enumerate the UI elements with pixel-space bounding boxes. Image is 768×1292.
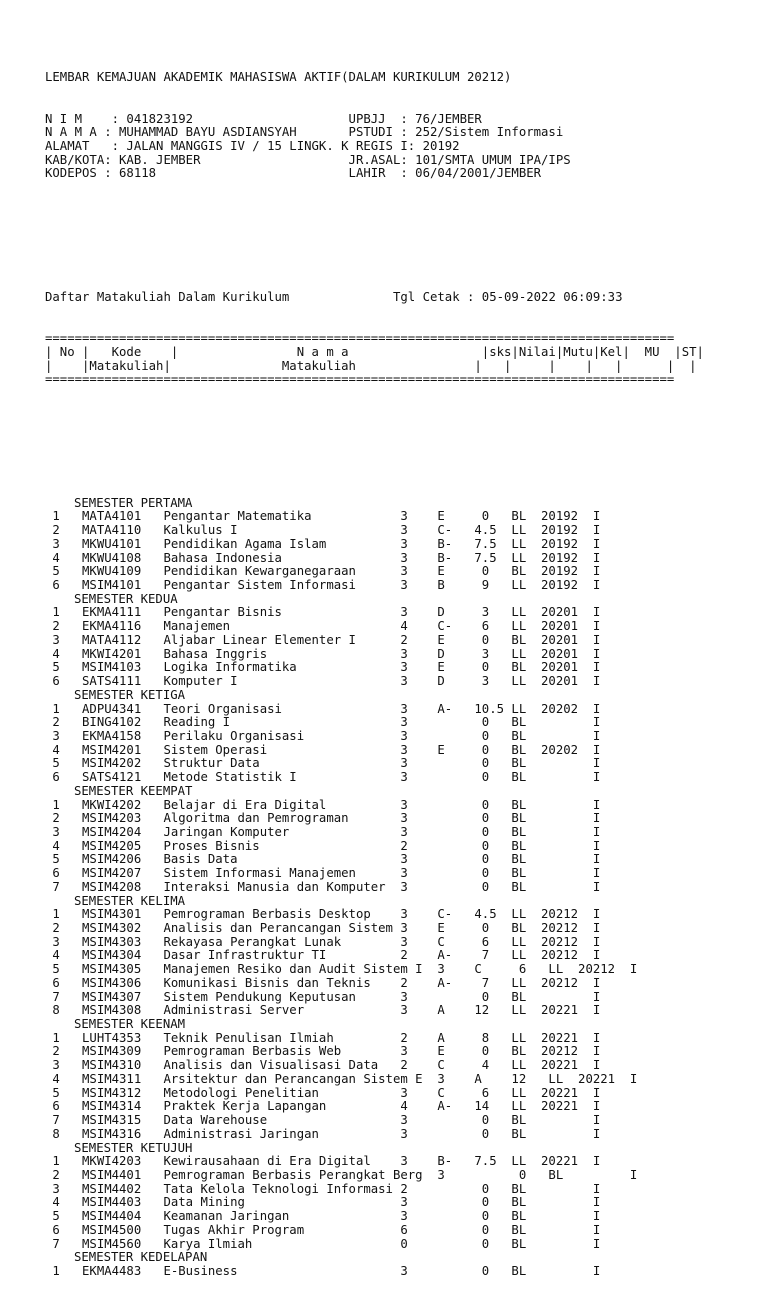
table-header — [45, 332, 765, 387]
course-row: 7 MSIM4315 Data Warehouse 3 0 BL I — [45, 1113, 601, 1128]
course-row: 5 MSIM4206 Basis Data 3 0 BL I — [45, 852, 601, 867]
course-row: 1 ADPU4341 Teori Organisasi 3 A- 10.5 LL 20202 I — [45, 701, 601, 716]
list-title-row — [45, 291, 765, 305]
course-row: 2 MSIM4401 Pemrograman Berbasis Perangkat Berg 3 0 BL I — [45, 1167, 638, 1182]
course-row: 4 MSIM4311 Arsitektur dan Perancangan Sistem E 3 A 12 LL 20221 I — [45, 1071, 638, 1086]
course-row: 3 MKWU4101 Pendidikan Agama Islam 3 B- 7.5 LL 20192 I — [45, 536, 601, 551]
spacer — [45, 250, 765, 264]
semester-heading: SEMESTER PERTAMA — [74, 495, 193, 510]
course-row: 6 MSIM4101 Pengantar Sistem Informasi 3 B 9 LL 20192 I — [45, 578, 601, 593]
student-info-line: N A M A : MUHAMMAD BAYU ASDIANSYAH PSTUDI : 252/Sistem Informasi — [45, 125, 564, 140]
course-row: 4 MKWU4108 Bahasa Indonesia 3 B- 7.5 LL 20192 I — [45, 550, 601, 565]
student-info-line: KODEPOS : 68118 LAHIR : 06/04/2001/JEMBER — [45, 166, 542, 181]
course-row: 2 EKMA4116 Manajemen 4 C- 6 LL 20201 I — [45, 619, 601, 634]
semester-heading: SEMESTER KETUJUH — [74, 1140, 193, 1155]
course-row: 6 MSIM4207 Sistem Informasi Manajemen 3 0 BL I — [45, 866, 601, 881]
course-row: 3 EKMA4158 Perilaku Organisasi 3 0 BL I — [45, 728, 601, 743]
student-info-line: KAB/KOTA: KAB. JEMBER JR.ASAL: 101/SMTA UMUM IPA/IPS — [45, 152, 571, 167]
semester-heading: SEMESTER KEDUA — [74, 591, 178, 606]
report-title: LEMBAR KEMAJUAN AKADEMIK MAHASISWA AKTIF(DALAM KURIKULUM 20212) — [45, 70, 512, 85]
student-info-line: N I M : 041823192 UPBJJ : 76/JEMBER — [45, 111, 482, 126]
course-row: 3 MSIM4204 Jaringan Komputer 3 0 BL I — [45, 824, 601, 839]
table-rule: ===================================================================================== — [45, 331, 675, 346]
course-row: 1 EKMA4111 Pengantar Bisnis 3 D 3 LL 20201 I — [45, 605, 601, 620]
course-row: 5 MKWU4109 Pendidikan Kewarganegaraan 3 E 0 BL 20192 I — [45, 564, 601, 579]
table-rule: ===================================================================================== — [45, 372, 675, 387]
course-row: 4 MSIM4205 Proses Bisnis 2 0 BL I — [45, 838, 601, 853]
spacer — [45, 456, 765, 470]
course-row: 3 MSIM4303 Rekayasa Perangkat Lunak 3 C 6 LL 20212 I — [45, 934, 601, 949]
course-row: 1 MKWI4202 Belajar di Era Digital 3 0 BL I — [45, 797, 601, 812]
semester-heading: SEMESTER KEDELAPAN — [74, 1250, 208, 1265]
course-row: 6 MSIM4314 Praktek Kerja Lapangan 4 A- 14 LL 20221 I — [45, 1099, 601, 1114]
course-row: 1 LUHT4353 Teknik Penulisan Ilmiah 2 A 8 LL 20221 I — [45, 1030, 601, 1045]
course-row: 6 MSIM4500 Tugas Akhir Program 6 0 BL I — [45, 1222, 601, 1237]
list-title: Daftar Matakuliah Dalam Kurikulum — [45, 289, 290, 304]
course-row: 5 MSIM4404 Keamanan Jaringan 3 0 BL I — [45, 1209, 601, 1224]
table-header-row: | No | Kode | N a m a |sks|Nilai|Mutu|Kel| MU |ST| — [45, 344, 704, 359]
course-row: 5 MSIM4305 Manajemen Resiko dan Audit Sistem I 3 C 6 LL 20212 I — [45, 962, 638, 977]
course-row: 1 MKWI4203 Kewirausahaan di Era Digital 3 B- 7.5 LL 20221 I — [45, 1154, 601, 1169]
course-row: 5 MSIM4312 Metodologi Penelitian 3 C 6 LL 20221 I — [45, 1085, 601, 1100]
student-info-block — [45, 113, 765, 182]
spacer — [45, 414, 765, 428]
course-list — [45, 497, 765, 1279]
print-date: Tgl Cetak : 05-09-2022 06:09:33 — [392, 289, 623, 304]
course-row: 7 MSIM4307 Sistem Pendukung Keputusan 3 0 BL I — [45, 989, 601, 1004]
course-row: 2 MSIM4309 Pemrograman Berbasis Web 3 E 0 BL 20212 I — [45, 1044, 601, 1059]
table-header-row: | |Matakuliah| Matakuliah | | | | | | | — [45, 358, 697, 373]
course-row: 1 MATA4101 Pengantar Matematika 3 E 0 BL 20192 I — [45, 509, 601, 524]
course-row: 4 MKWI4201 Bahasa Inggris 3 D 3 LL 20201 I — [45, 646, 601, 661]
course-row: 8 MSIM4316 Administrasi Jaringan 3 0 BL I — [45, 1126, 601, 1141]
course-row: 2 MATA4110 Kalkulus I 3 C- 4.5 LL 20192 I — [45, 523, 601, 538]
academic-progress-sheet — [45, 44, 765, 1292]
course-row: 2 BING4102 Reading I 3 0 BL I — [45, 715, 601, 730]
course-row: 1 EKMA4483 E-Business 3 0 BL I — [45, 1263, 601, 1278]
course-row: 2 MSIM4203 Algoritma dan Pemrograman 3 0 BL I — [45, 811, 601, 826]
spacer — [45, 209, 765, 223]
course-row: 4 MSIM4403 Data Mining 3 0 BL I — [45, 1195, 601, 1210]
course-row: 1 MSIM4301 Pemrograman Berbasis Desktop 3 C- 4.5 LL 20212 I — [45, 907, 601, 922]
course-row: 3 MSIM4310 Analisis dan Visualisasi Data 2 C 4 LL 20221 I — [45, 1058, 601, 1073]
course-row: 3 MATA4112 Aljabar Linear Elementer I 2 E 0 BL 20201 I — [45, 632, 601, 647]
course-row: 4 MSIM4304 Dasar Infrastruktur TI 2 A- 7 LL 20212 I — [45, 948, 601, 963]
course-row: 6 SATS4121 Metode Statistik I 3 0 BL I — [45, 770, 601, 785]
semester-heading: SEMESTER KETIGA — [74, 687, 186, 702]
course-row: 2 MSIM4302 Analisis dan Perancangan Sistem 3 E 0 BL 20212 I — [45, 921, 601, 935]
student-info-line: ALAMAT : JALAN MANGGIS IV / 15 LINGK. K REGIS I: 20192 — [45, 139, 460, 154]
course-row: 6 MSIM4306 Komunikasi Bisnis dan Teknis 2 A- 7 LL 20212 I — [45, 975, 601, 990]
semester-heading: SEMESTER KELIMA — [74, 893, 186, 908]
course-row: 6 SATS4111 Komputer I 3 D 3 LL 20201 I — [45, 674, 601, 689]
course-row: 8 MSIM4308 Administrasi Server 3 A 12 LL 20221 I — [45, 1003, 601, 1018]
course-row: 7 MSIM4560 Karya Ilmiah 0 0 BL I — [45, 1236, 601, 1251]
course-row: 3 MSIM4402 Tata Kelola Teknologi Informasi 2 0 BL I — [45, 1181, 601, 1196]
course-row: 5 MSIM4103 Logika Informatika 3 E 0 BL 20201 I — [45, 660, 601, 675]
title-spacer — [289, 290, 393, 304]
course-row: 7 MSIM4208 Interaksi Manusia dan Komputer 3 0 BL I — [45, 879, 601, 894]
course-row: 4 MSIM4201 Sistem Operasi 3 E 0 BL 20202 I — [45, 742, 601, 757]
semester-heading: SEMESTER KEEMPAT — [74, 783, 193, 798]
course-row: 5 MSIM4202 Struktur Data 3 0 BL I — [45, 756, 601, 771]
semester-heading: SEMESTER KEENAM — [74, 1017, 186, 1032]
